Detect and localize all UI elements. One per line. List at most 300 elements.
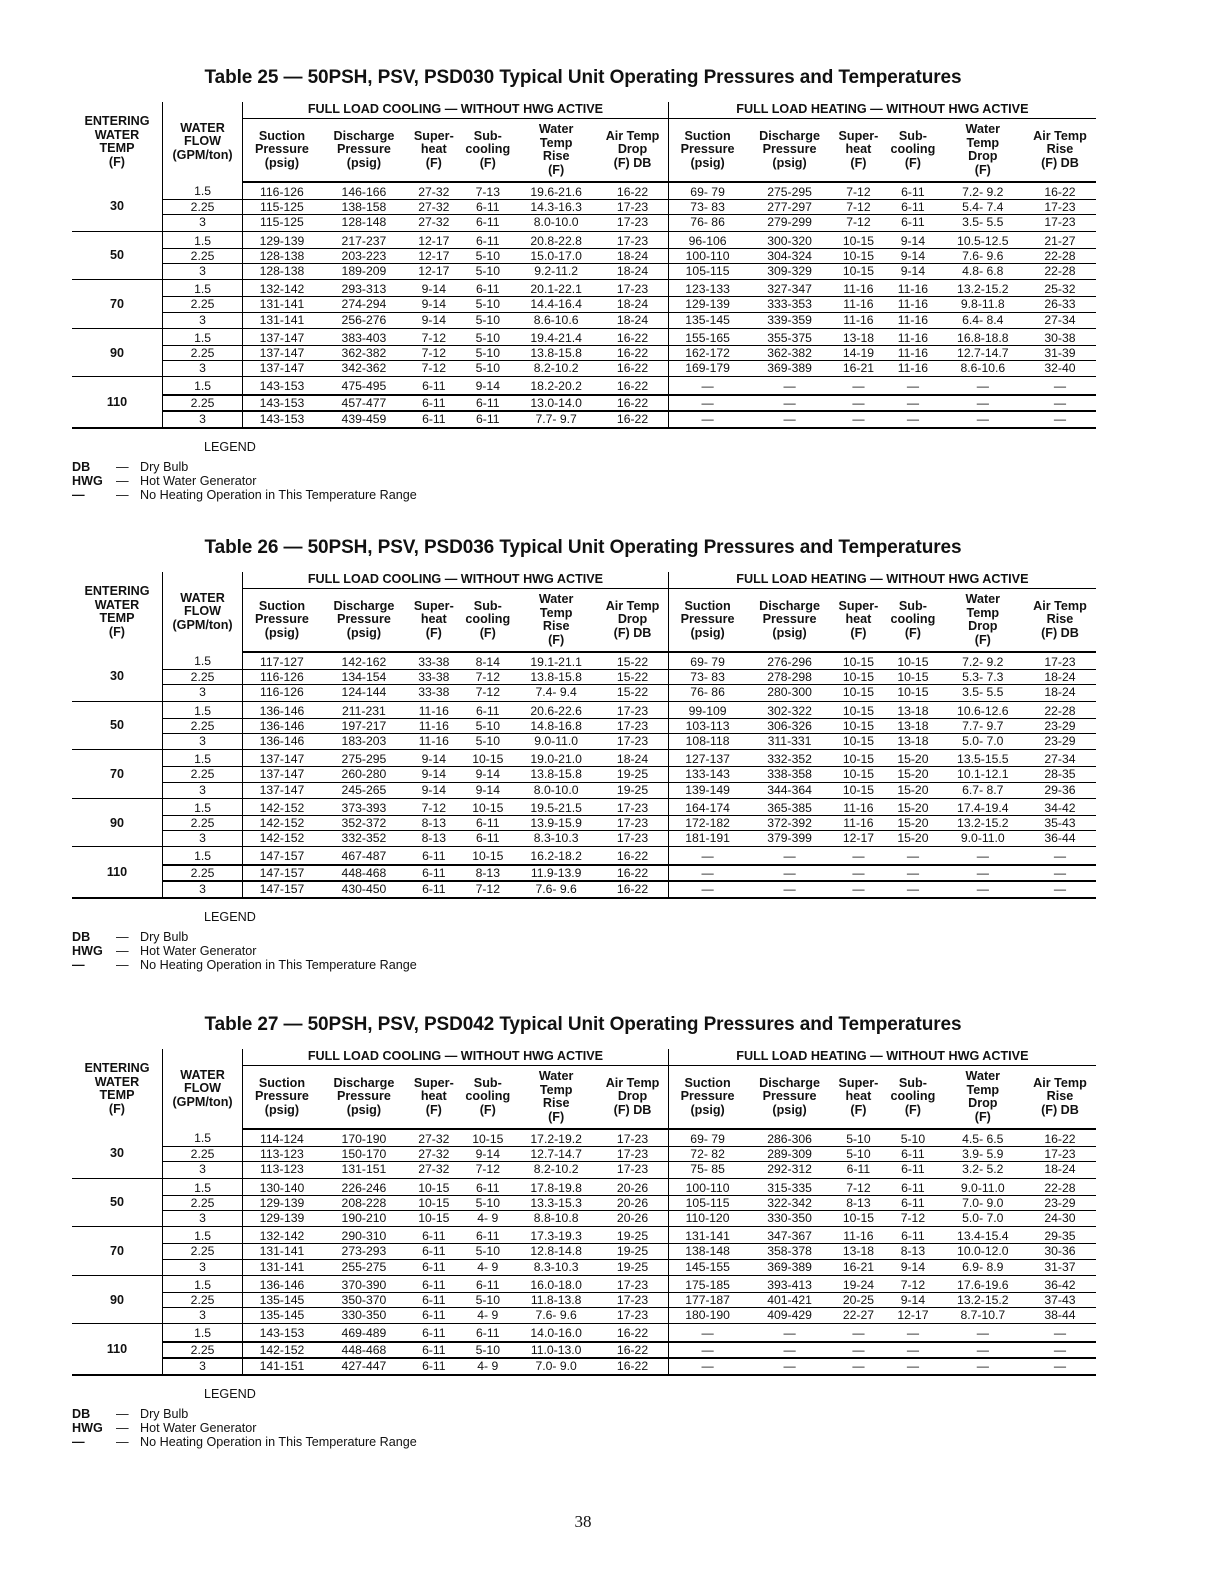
table-row [72, 200, 1096, 215]
table-cell: 11-16 [884, 280, 942, 297]
table-cell: 29-35 [1024, 1227, 1096, 1244]
table-cell: 6-11 [884, 182, 942, 200]
table-cell: 100-110 [668, 1178, 746, 1195]
table-cell: 16-22 [597, 865, 668, 881]
table-row [72, 652, 1096, 670]
table-cell: 3 [162, 1308, 242, 1324]
table-cell: 6-11 [407, 1244, 460, 1259]
table-cell: 275-295 [321, 750, 407, 767]
table-cell: — [884, 1324, 942, 1342]
table-cell: 7.4- 9.4 [515, 685, 597, 701]
table-cell: 2.25 [162, 395, 242, 411]
table-cell: 7.7- 9.7 [515, 411, 597, 428]
table-row [72, 1129, 1096, 1147]
table-cell: 6-11 [461, 200, 515, 215]
col-header-heating-superheat: Super- heat (F) [833, 589, 884, 653]
table-cell: 7-12 [884, 1275, 942, 1292]
col-header-cooling-discharge: Discharge Pressure (psig) [321, 1066, 407, 1130]
table-cell: 117-127 [243, 652, 321, 670]
entering-temp-cell: 30 [72, 1129, 162, 1178]
legend-abbr: — [72, 1435, 85, 1449]
table-cell: 16-22 [597, 346, 668, 361]
table-cell: 279-299 [746, 215, 832, 231]
table-cell: 27-32 [407, 1129, 460, 1147]
table-cell: 27-32 [407, 215, 460, 231]
col-header-cooling-suction: Suction Pressure (psig) [243, 589, 321, 653]
table-cell: 134-154 [321, 670, 407, 685]
table-cell: 347-367 [746, 1227, 832, 1244]
table-cell: 8-13 [884, 1244, 942, 1259]
table-cell: — [1024, 411, 1096, 428]
table-cell: 16-22 [597, 411, 668, 428]
table-cell: 362-382 [746, 346, 832, 361]
table-row [72, 1342, 1096, 1358]
table-cell: 20.6-22.6 [515, 701, 597, 718]
table-cell: 13.9-15.9 [515, 816, 597, 831]
col-header-air-temp-rise: Air Temp Rise (F) DB [1024, 589, 1096, 653]
table-cell: 7.2- 9.2 [942, 652, 1024, 670]
table-cell: 10.1-12.1 [942, 767, 1024, 782]
table-cell: 17-23 [597, 701, 668, 718]
table-cell: 3 [162, 831, 242, 847]
table-cell: 9-14 [884, 1259, 942, 1275]
table-row [72, 847, 1096, 865]
table-cell: 142-152 [243, 1342, 321, 1358]
table-row [72, 865, 1096, 881]
table-cell: 13.2-15.2 [942, 1293, 1024, 1308]
table-cell: 19.0-21.0 [515, 750, 597, 767]
entering-temp-cell: 30 [72, 652, 162, 701]
table-cell: 333-353 [746, 297, 832, 312]
table-cell: 11-16 [833, 798, 884, 815]
table-cell: 33-38 [407, 685, 460, 701]
table-cell: 8.8-10.8 [515, 1211, 597, 1227]
table-cell: 9-14 [407, 767, 460, 782]
table-cell: 164-174 [668, 798, 746, 815]
legend-text: Hot Water Generator [140, 474, 257, 488]
col-header-water-temp-drop: Water Temp Drop (F) [942, 119, 1024, 183]
table-cell: 129-139 [243, 1195, 321, 1210]
table-cell: 7.2- 9.2 [942, 182, 1024, 200]
table-cell: 10-15 [461, 798, 515, 815]
table-cell: 3 [162, 361, 242, 377]
table-cell: 143-153 [243, 411, 321, 428]
col-header-heating-subcooling: Sub- cooling (F) [884, 119, 942, 183]
table-cell: 245-265 [321, 782, 407, 798]
table-cell: 183-203 [321, 734, 407, 750]
table-cell: 11-16 [833, 280, 884, 297]
table-cell: 8-13 [407, 816, 460, 831]
table-cell: 5-10 [833, 1129, 884, 1147]
data-table [72, 102, 1096, 429]
table-cell: 338-358 [746, 767, 832, 782]
table-cell: 208-228 [321, 1195, 407, 1210]
table-cell: 2.25 [162, 1147, 242, 1162]
table-cell: 11-16 [884, 328, 942, 345]
entering-temp-cell: 90 [72, 1275, 162, 1324]
table-row [72, 1259, 1096, 1275]
table-cell: 7-12 [407, 361, 460, 377]
table-cell: 175-185 [668, 1275, 746, 1292]
table-cell: 379-399 [746, 831, 832, 847]
group-header-cooling: FULL LOAD COOLING — WITHOUT HWG ACTIVE [243, 1049, 669, 1066]
table-cell: 19.1-21.1 [515, 652, 597, 670]
table-cell: 132-142 [243, 1227, 321, 1244]
table-cell: 170-190 [321, 1129, 407, 1147]
table-cell: 3 [162, 734, 242, 750]
col-header-entering-water-temp: ENTERING WATER TEMP (F) [84, 1061, 150, 1116]
table-cell: — [746, 1342, 832, 1358]
table-cell: 3 [162, 1358, 242, 1375]
data-table [72, 572, 1096, 899]
table-cell: 18-24 [1024, 670, 1096, 685]
table-cell: 139-149 [668, 782, 746, 798]
table-cell: 96-106 [668, 231, 746, 248]
legend-item [72, 1435, 417, 1449]
table-cell: — [884, 1342, 942, 1358]
table-cell: 145-155 [668, 1259, 746, 1275]
table-cell: 17-23 [597, 734, 668, 750]
group-header-heating: FULL LOAD HEATING — WITHOUT HWG ACTIVE [668, 1049, 1096, 1066]
table-cell: 20.8-22.8 [515, 231, 597, 248]
table-cell: 7-12 [407, 346, 460, 361]
table-cell: — [942, 395, 1024, 411]
table-cell: 2.25 [162, 200, 242, 215]
table-cell: 1.5 [162, 1275, 242, 1292]
table-cell: 6-11 [461, 831, 515, 847]
table-cell: 6-11 [407, 1227, 460, 1244]
table-cell: 13.2-15.2 [942, 816, 1024, 831]
table-cell: 113-123 [243, 1147, 321, 1162]
table-cell: 16-21 [833, 361, 884, 377]
table-cell: — [668, 881, 746, 898]
table-cell: 18-24 [597, 750, 668, 767]
table-cell: 2.25 [162, 346, 242, 361]
table-cell: 8.0-10.0 [515, 782, 597, 798]
table-cell: 15-20 [884, 767, 942, 782]
table-cell: 172-182 [668, 816, 746, 831]
table-cell: 9-14 [884, 1293, 942, 1308]
table-cell: 138-158 [321, 200, 407, 215]
col-header-water-temp-rise: Water Temp Rise (F) [515, 589, 597, 653]
col-header-heating-suction: Suction Pressure (psig) [668, 119, 746, 183]
table-cell: 177-187 [668, 1293, 746, 1308]
table-cell: — [942, 1324, 1024, 1342]
table-cell: — [884, 881, 942, 898]
temp-group-110 [72, 1324, 1096, 1375]
table-cell: 439-459 [321, 411, 407, 428]
table-row [72, 1275, 1096, 1292]
table-cell: 130-140 [243, 1178, 321, 1195]
table-cell: — [1024, 1342, 1096, 1358]
table-cell: 1.5 [162, 1227, 242, 1244]
table-cell: 20-26 [597, 1195, 668, 1210]
table-cell: 131-141 [243, 1259, 321, 1275]
table-cell: — [884, 411, 942, 428]
col-header-entering-water-temp: ENTERING WATER TEMP (F) [84, 584, 150, 639]
table-cell: 162-172 [668, 346, 746, 361]
table-cell: 16-22 [597, 395, 668, 411]
table-cell: 373-393 [321, 798, 407, 815]
table-cell: 19.5-21.5 [515, 798, 597, 815]
table-cell: 129-139 [243, 231, 321, 248]
table-cell: 105-115 [668, 264, 746, 280]
col-header-heating-suction: Suction Pressure (psig) [668, 1066, 746, 1130]
table-cell: 9-14 [884, 264, 942, 280]
table-cell: 4- 9 [461, 1259, 515, 1275]
table-cell: 6-11 [461, 411, 515, 428]
table-cell: 73- 83 [668, 670, 746, 685]
col-header-cooling-suction: Suction Pressure (psig) [243, 1066, 321, 1130]
table-cell: 286-306 [746, 1129, 832, 1147]
legend-abbr: DB [72, 930, 91, 944]
table-cell: 8.3-10.3 [515, 831, 597, 847]
col-header-water-temp-drop: Water Temp Drop (F) [942, 589, 1024, 653]
legend-abbr: DB [72, 460, 91, 474]
table-cell: 10-15 [833, 264, 884, 280]
table-cell: 5-10 [461, 718, 515, 733]
table-cell: 302-322 [746, 701, 832, 718]
legend-text: No Heating Operation in This Temperature Range [140, 1435, 417, 1449]
table-cell: 2.25 [162, 297, 242, 312]
table-cell: 2.25 [162, 1244, 242, 1259]
table-cell: 5-10 [833, 1147, 884, 1162]
table-cell: 69- 79 [668, 652, 746, 670]
table-cell: 116-126 [243, 685, 321, 701]
table-cell: 4- 9 [461, 1308, 515, 1324]
table-cell: 2.25 [162, 718, 242, 733]
table-cell: 10-15 [833, 767, 884, 782]
table-cell: 6.7- 8.7 [942, 782, 1024, 798]
table-cell: 260-280 [321, 767, 407, 782]
table-row [72, 1244, 1096, 1259]
col-header-cooling-discharge: Discharge Pressure (psig) [321, 119, 407, 183]
table-cell: 128-138 [243, 264, 321, 280]
table-cell: 18.2-20.2 [515, 377, 597, 395]
table-cell: 11-16 [884, 312, 942, 328]
table-cell: 115-125 [243, 215, 321, 231]
col-header-entering-water-temp: ENTERING WATER TEMP (F) [84, 114, 150, 169]
table-cell: — [746, 411, 832, 428]
entering-temp-cell: 110 [72, 1324, 162, 1375]
table-cell: 6-11 [461, 816, 515, 831]
temp-group-70 [72, 750, 1096, 799]
table-cell: 17-23 [597, 718, 668, 733]
page-number: 38 [574, 1512, 592, 1531]
legend-item [72, 930, 188, 944]
table-cell: 6-11 [884, 215, 942, 231]
table-cell: 17.4-19.4 [942, 798, 1024, 815]
table-cell: 8-13 [407, 831, 460, 847]
table-cell: 6-11 [884, 1195, 942, 1210]
table-cell: 10-15 [833, 701, 884, 718]
table-cell: 13-18 [833, 1244, 884, 1259]
table-cell: 8-13 [833, 1195, 884, 1210]
table-cell: 11-16 [833, 312, 884, 328]
table-cell: 100-110 [668, 248, 746, 263]
table-cell: 365-385 [746, 798, 832, 815]
temp-group-70 [72, 280, 1096, 329]
legend-abbr: HWG [72, 1421, 103, 1435]
table-cell: 6-11 [461, 1227, 515, 1244]
legend-item [72, 1407, 188, 1421]
table-cell: 409-429 [746, 1308, 832, 1324]
table-cell: 355-375 [746, 328, 832, 345]
table-cell: 136-146 [243, 701, 321, 718]
table-cell: 10-15 [833, 734, 884, 750]
table-cell: 6-11 [461, 215, 515, 231]
table-cell: 10-15 [407, 1211, 460, 1227]
table-cell: 9-14 [407, 297, 460, 312]
legend-text: Dry Bulb [140, 1407, 189, 1421]
table-cell: — [833, 395, 884, 411]
table-cell: — [668, 1342, 746, 1358]
table-cell: — [884, 377, 942, 395]
table-cell: 1.5 [162, 750, 242, 767]
table-cell: — [942, 1358, 1024, 1375]
table-cell: 13.8-15.8 [515, 767, 597, 782]
table-cell: 22-28 [1024, 701, 1096, 718]
table-cell: 280-300 [746, 685, 832, 701]
table-cell: 309-329 [746, 264, 832, 280]
table-cell: 16-22 [1024, 1129, 1096, 1147]
table-cell: 9-14 [884, 248, 942, 263]
table-cell: 12-17 [884, 1308, 942, 1324]
temp-group-50 [72, 701, 1096, 750]
table-cell: 330-350 [746, 1211, 832, 1227]
table-cell: 8.2-10.2 [515, 361, 597, 377]
table-cell: 103-113 [668, 718, 746, 733]
table-cell: 327-347 [746, 280, 832, 297]
table-cell: 23-29 [1024, 1195, 1096, 1210]
table-cell: 20-26 [597, 1211, 668, 1227]
table-cell: 10-15 [407, 1195, 460, 1210]
table-cell: 18-24 [1024, 685, 1096, 701]
table-cell: 33-38 [407, 652, 460, 670]
table-cell: 6-11 [461, 395, 515, 411]
col-header-water-flow: WATER FLOW (GPM/ton) [162, 102, 242, 182]
col-header-cooling-subcooling: Sub- cooling (F) [461, 589, 515, 653]
table-cell: — [884, 847, 942, 865]
table-cell: 2.25 [162, 865, 242, 881]
table-row [72, 767, 1096, 782]
table-cell: 35-43 [1024, 816, 1096, 831]
entering-temp-cell: 70 [72, 750, 162, 799]
table-cell: 17-23 [597, 798, 668, 815]
table-cell: 22-28 [1024, 264, 1096, 280]
table-cell: 128-148 [321, 215, 407, 231]
table-row [72, 264, 1096, 280]
table-cell: 275-295 [746, 182, 832, 200]
legend-dash: — [116, 1435, 129, 1449]
table-cell: 10-15 [833, 1211, 884, 1227]
table-cell: 18-24 [597, 312, 668, 328]
table-cell: 17-23 [597, 816, 668, 831]
table-cell: 128-138 [243, 248, 321, 263]
table-cell: 9.0-11.0 [942, 831, 1024, 847]
table-cell: 123-133 [668, 280, 746, 297]
table-cell: 16-22 [1024, 182, 1096, 200]
table-cell: 277-297 [746, 200, 832, 215]
table-cell: 5-10 [884, 1129, 942, 1147]
table-row [72, 1211, 1096, 1227]
table-cell: 7.6- 9.6 [942, 248, 1024, 263]
table-row [72, 1358, 1096, 1375]
table-cell: 31-37 [1024, 1259, 1096, 1275]
entering-temp-cell: 50 [72, 231, 162, 280]
table-cell: 147-157 [243, 865, 321, 881]
table-cell: 5-10 [461, 248, 515, 263]
table-cell: 11-16 [407, 701, 460, 718]
table-cell: 38-44 [1024, 1308, 1096, 1324]
table-cell: 5-10 [461, 264, 515, 280]
legend-abbr: DB [72, 1407, 91, 1421]
table-cell: 115-125 [243, 200, 321, 215]
table-cell: 226-246 [321, 1178, 407, 1195]
table-cell: 457-477 [321, 395, 407, 411]
table-cell: 22-28 [1024, 248, 1096, 263]
table-cell: 342-362 [321, 361, 407, 377]
legend-text: Hot Water Generator [140, 1421, 257, 1435]
table-cell: 3 [162, 215, 242, 231]
table-cell: 108-118 [668, 734, 746, 750]
table-cell: 143-153 [243, 1324, 321, 1342]
table-cell: 3 [162, 782, 242, 798]
table-cell: 217-237 [321, 231, 407, 248]
table-cell: 27-34 [1024, 750, 1096, 767]
table-cell: 9-14 [407, 750, 460, 767]
table-cell: 99-109 [668, 701, 746, 718]
table-cell: 5-10 [461, 1293, 515, 1308]
table-cell: 9-14 [407, 280, 460, 297]
table-cell: 290-310 [321, 1227, 407, 1244]
col-header-heating-discharge: Discharge Pressure (psig) [746, 1066, 832, 1130]
table-cell: 350-370 [321, 1293, 407, 1308]
table-cell: 16.2-18.2 [515, 847, 597, 865]
data-table [72, 1049, 1096, 1376]
table-cell: 372-392 [746, 816, 832, 831]
temp-group-90 [72, 328, 1096, 377]
table-cell: 3 [162, 312, 242, 328]
table-cell: 13-18 [884, 734, 942, 750]
legend-title: LEGEND [204, 910, 256, 924]
table-cell: 147-157 [243, 847, 321, 865]
table-cell: 76- 86 [668, 685, 746, 701]
table-cell: 352-372 [321, 816, 407, 831]
col-header-cooling-superheat: Super- heat (F) [407, 119, 460, 183]
table-cell: 131-151 [321, 1162, 407, 1178]
table-cell: 17-23 [1024, 1147, 1096, 1162]
table-cell: 12-17 [407, 231, 460, 248]
table-cell: — [1024, 865, 1096, 881]
table-cell: 18-24 [1024, 1162, 1096, 1178]
table-cell: 9.0-11.0 [942, 1178, 1024, 1195]
table-cell: 6-11 [407, 847, 460, 865]
table-cell: 10-15 [461, 847, 515, 865]
table-row [72, 280, 1096, 297]
table-cell: — [833, 1358, 884, 1375]
table-cell: 7.0- 9.0 [515, 1358, 597, 1375]
table-row [72, 411, 1096, 428]
table-cell: 127-137 [668, 750, 746, 767]
table-cell: 13.3-15.3 [515, 1195, 597, 1210]
table-cell: 7-12 [833, 182, 884, 200]
table-cell: — [746, 1324, 832, 1342]
table-cell: 6-11 [461, 231, 515, 248]
table-cell: 11-16 [833, 816, 884, 831]
legend-dash: — [116, 1407, 129, 1421]
temp-group-90 [72, 1275, 1096, 1324]
